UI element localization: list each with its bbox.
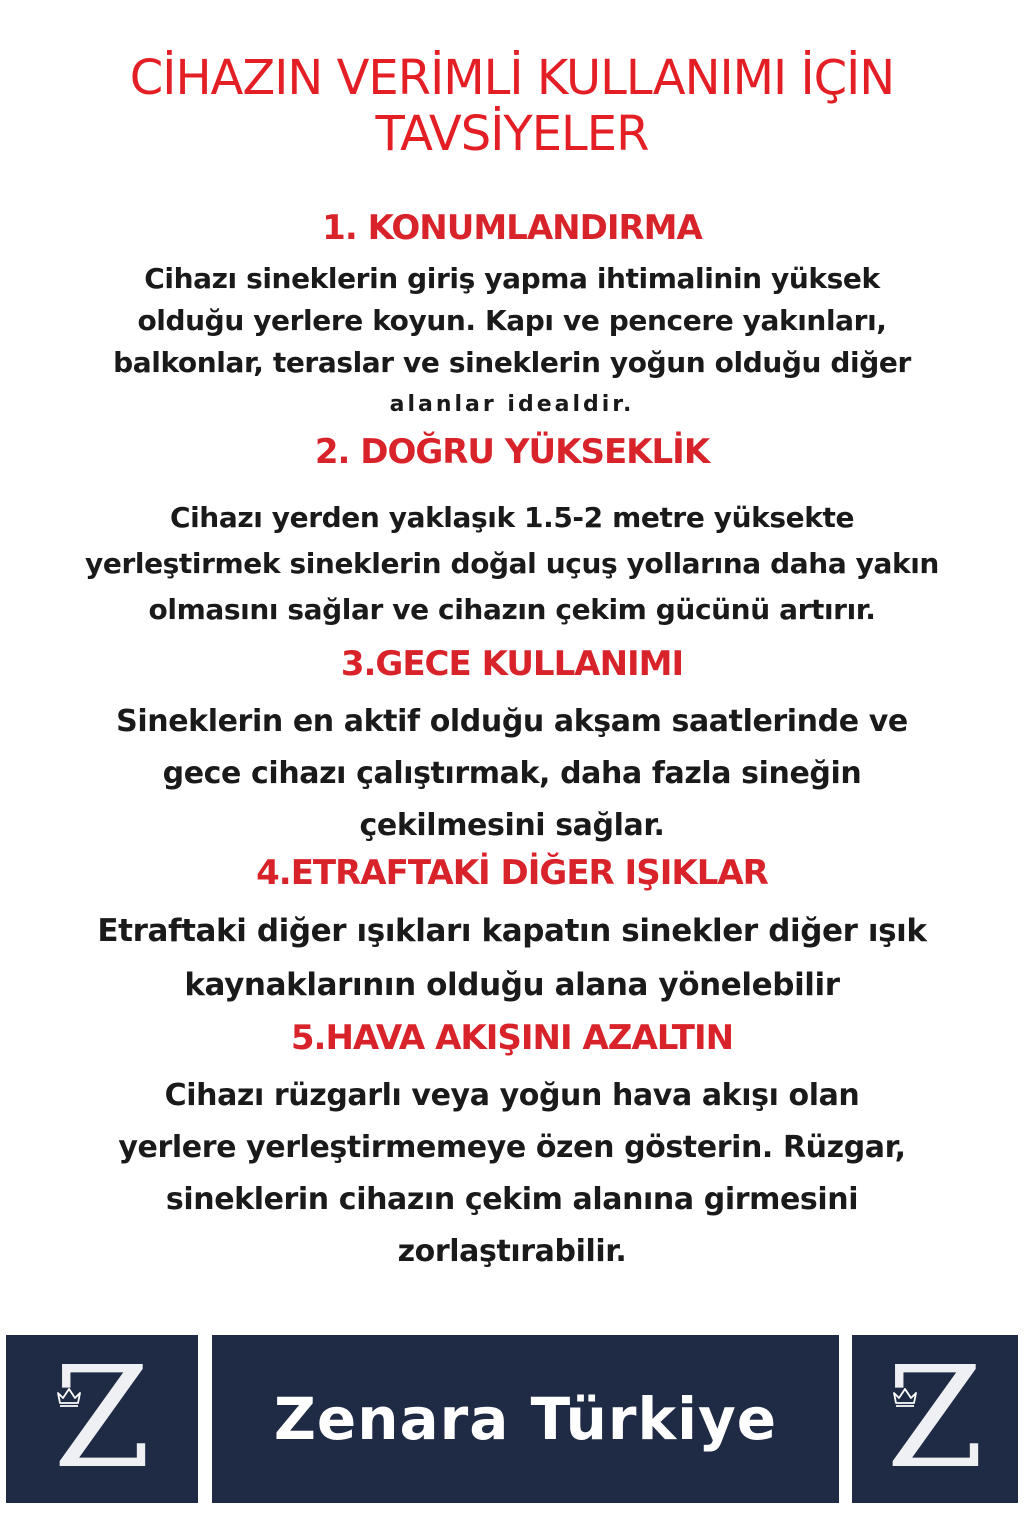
section-body-height: [40, 495, 984, 633]
section-body-other-lights: [40, 904, 984, 1012]
logo-letter: Z: [886, 1337, 984, 1500]
section-body-line: olduğu yerlere koyun. Kapı ve pencere yakınları,: [137, 304, 887, 337]
page-title-line-2: TAVSİYELER: [375, 106, 649, 162]
section-body-line: balkonlar, teraslar ve sineklerin yoğun olduğu diğer: [113, 346, 911, 379]
section-body-night-use: [40, 696, 984, 852]
section-body-line: çekilmesini sağlar.: [359, 808, 665, 843]
section-body-line: sineklerin cihazın çekim alanına girmesini: [165, 1182, 859, 1217]
section-body-line: olmasını sağlar ve cihazın çekim gücünü artırır.: [148, 593, 876, 626]
section-heading-height: 2. DOĞRU YÜKSEKLİK: [314, 432, 710, 472]
section-body-line: gece cihazı çalıştırmak, daha fazla sineğin: [162, 756, 862, 791]
footer-banner: [0, 1335, 1024, 1503]
section-heading-other-lights: 4.ETRAFTAKİ DİĞER IŞIKLAR: [256, 853, 768, 893]
page-title: [0, 50, 1024, 162]
brand-name-box: [212, 1335, 839, 1503]
section-body-line: Etraftaki diğer ışıkları kapatın sinekler diğer ışık: [97, 913, 927, 949]
brand-logo-right: [852, 1335, 1018, 1503]
section-body-line: alanlar idealdir.: [389, 392, 635, 417]
brand-name: Zenara Türkiye: [273, 1385, 778, 1453]
crown-icon: [56, 1385, 82, 1407]
section-body-positioning: [40, 258, 984, 426]
brand-logo-left: [6, 1335, 198, 1503]
section-body-line: Cihazı sineklerin giriş yapma ihtimalinin yüksek: [144, 262, 880, 295]
section-body-line: yerleştirmek sineklerin doğal uçuş yollarına daha yakın: [85, 547, 939, 580]
section-body-airflow: [40, 1070, 984, 1278]
section-heading-airflow: 5.HAVA AKIŞINI AZALTIN: [290, 1018, 734, 1058]
page-title-line-1: CİHAZIN VERİMLİ KULLANIMI İÇİN: [129, 50, 895, 106]
logo-letter: Z: [53, 1337, 151, 1500]
section-body-line: zorlaştırabilir.: [397, 1234, 627, 1269]
section-body-line: yerlere yerleştirmemeye özen gösterin. Rüzgar,: [118, 1130, 906, 1165]
section-body-line: Cihazı yerden yaklaşık 1.5-2 metre yüksekte: [169, 501, 855, 534]
crown-icon: [892, 1385, 918, 1407]
section-body-line: Sineklerin en aktif olduğu akşam saatlerinde ve: [116, 704, 908, 739]
section-heading-positioning: 1. KONUMLANDIRMA: [322, 208, 702, 248]
section-body-line: kaynaklarının olduğu alana yönelebilir: [184, 967, 840, 1003]
section-body-line: Cihazı rüzgarlı veya yoğun hava akışı olan: [164, 1078, 860, 1113]
section-heading-night-use: 3.GECE KULLANIMI: [340, 644, 684, 684]
